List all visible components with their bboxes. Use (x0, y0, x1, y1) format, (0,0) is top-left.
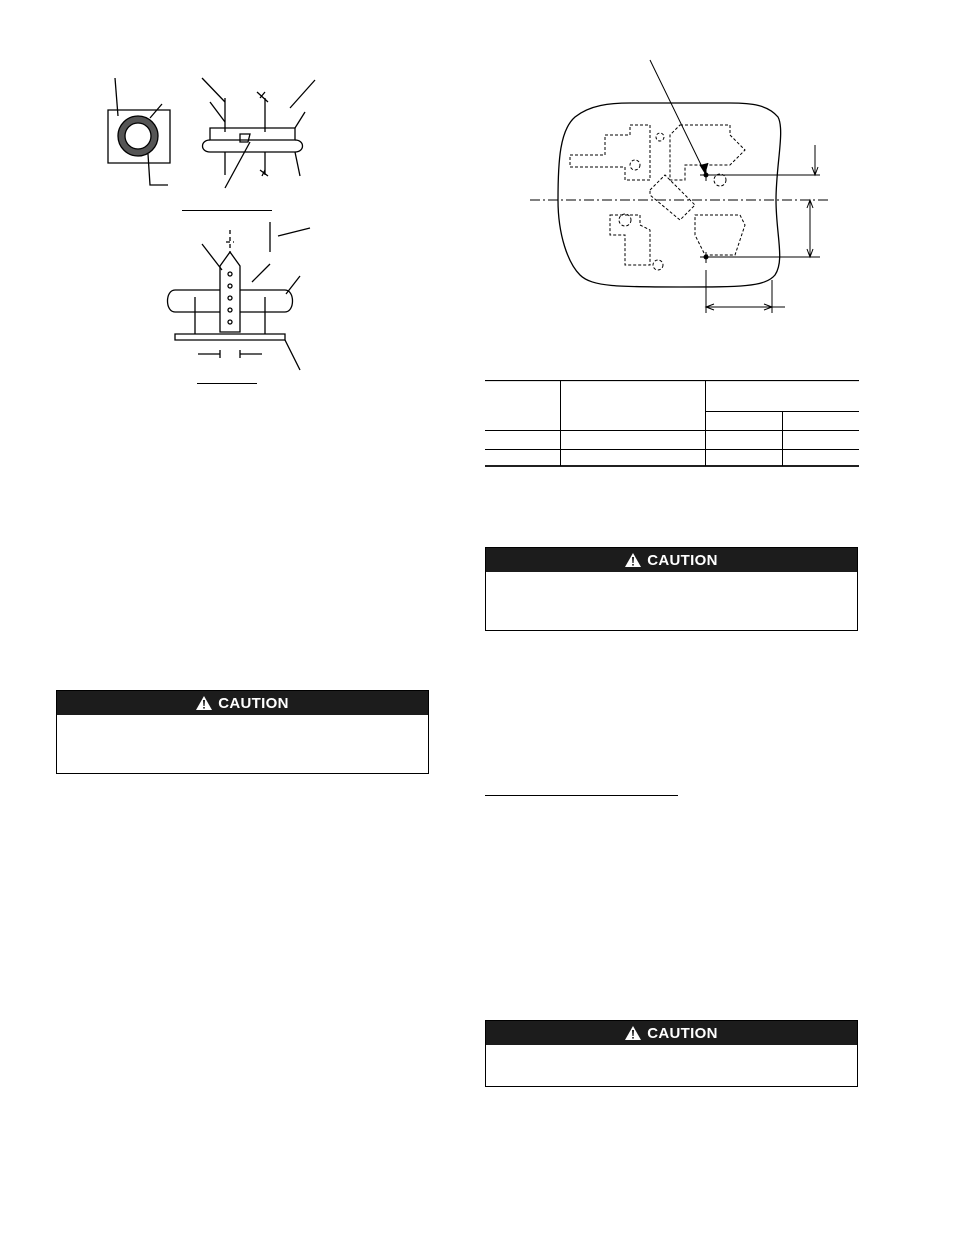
brazing-figure (160, 222, 320, 372)
mounting-plate-figure (530, 55, 830, 320)
warning-triangle-icon (625, 1026, 641, 1040)
caution-title: CAUTION (647, 1024, 718, 1042)
caution-header (486, 548, 857, 572)
figure-caption-rule-2 (197, 383, 257, 384)
figure-caption-rule-1 (182, 210, 272, 211)
section-heading-rule (485, 795, 678, 796)
warning-triangle-icon (625, 553, 641, 567)
spec-table (485, 380, 859, 467)
caution-title: CAUTION (647, 551, 718, 569)
caution-box-left (56, 690, 429, 774)
caution-box-right-bottom (485, 1020, 858, 1087)
caution-header (57, 691, 428, 715)
caution-header (486, 1021, 857, 1045)
caution-title: CAUTION (218, 694, 289, 712)
warning-triangle-icon (196, 696, 212, 710)
caution-box-right-top (485, 547, 858, 631)
pipe-joint-figure (100, 70, 330, 210)
